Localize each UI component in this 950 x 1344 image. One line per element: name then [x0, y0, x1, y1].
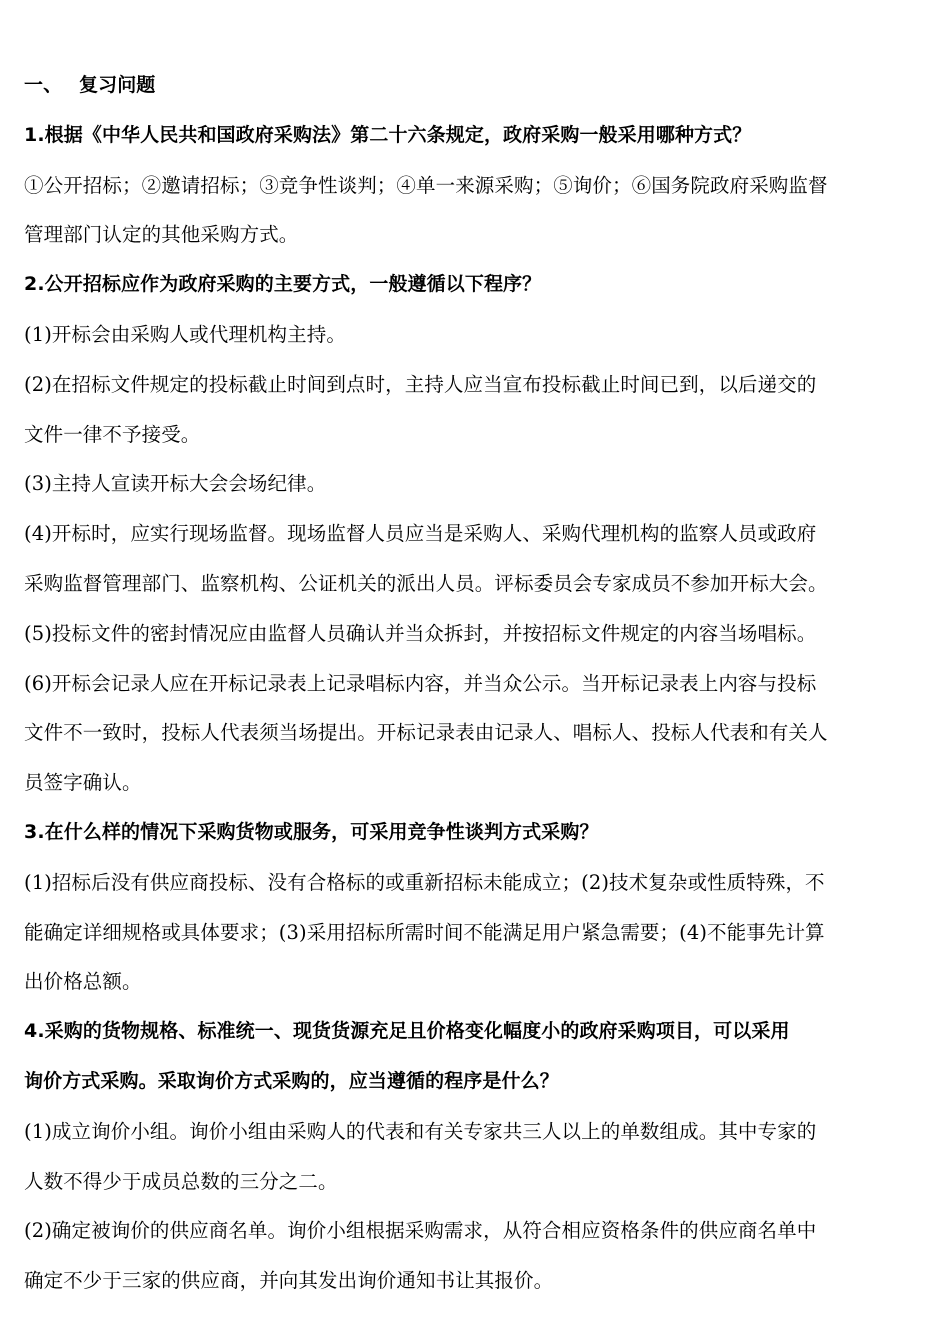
- answer-line: 确定不少于三家的供应商，并向其发出询价通知书让其报价。: [24, 1269, 554, 1293]
- document-body: [24, 111, 936, 1306]
- answer-line: 管理部门认定的其他采购方式。: [24, 223, 299, 247]
- answer-line: (5)投标文件的密封情况应由监督人员确认并当众拆封，并按招标文件规定的内容当场唱标。: [24, 621, 817, 645]
- answer-line: (6)开标会记录人应在开标记录表上记录唱标内容，并当众公示。当开标记录表上内容与投标: [24, 671, 817, 695]
- section-heading: [24, 61, 936, 111]
- answer-line: (1)开标会由采购人或代理机构主持。: [24, 322, 346, 346]
- answer-line: 文件不一致时，投标人代表须当场提出。开标记录表由记录人、唱标人、投标人代表和有关人: [24, 721, 828, 745]
- answer-line: (1)招标后没有供应商投标、没有合格标的或重新招标未能成立；(2)技术复杂或性质特殊，不: [24, 870, 825, 894]
- answer-line: 文件一律不予接受。: [24, 422, 201, 446]
- question-line: 3.在什么样的情况下采购货物或服务，可采用竞争性谈判方式采购？: [24, 820, 599, 843]
- answer-line: 采购监督管理部门、监察机构、公证机关的派出人员。评标委员会专家成员不参加开标大会。: [24, 571, 828, 595]
- document-page: [24, 61, 936, 1306]
- answer-line: 人数不得少于成员总数的三分之二。: [24, 1169, 338, 1193]
- answer-line: ①公开招标；②邀请招标；③竞争性谈判；④单一来源采购；⑤询价；⑥国务院政府采购监督: [24, 173, 828, 197]
- answer-line: (1)成立询价小组。询价小组由采购人的代表和有关专家共三人以上的单数组成。其中专家的: [24, 1119, 817, 1143]
- question-line: 4.采购的货物规格、标准统一、现货货源充足且价格变化幅度小的政府采购项目，可以采用: [24, 1020, 790, 1043]
- answer-line: 员签字确认。: [24, 771, 142, 795]
- section-title: 复习问题: [79, 74, 156, 96]
- question-line: 询价方式采购。采取询价方式采购的，应当遵循的程序是什么？: [24, 1069, 559, 1092]
- section-number: 一、: [24, 74, 63, 96]
- answer-line: (4)开标时，应实行现场监督。现场监督人员应当是采购人、采购代理机构的监察人员或政府: [24, 522, 817, 546]
- answer-line: 能确定详细规格或具体要求；(3)采用招标所需时间不能满足用户紧急需要；(4)不能事先计算: [24, 920, 825, 944]
- answer-line: (2)确定被询价的供应商名单。询价小组根据采购需求，从符合相应资格条件的供应商名单中: [24, 1219, 817, 1243]
- answer-line: (3)主持人宣读开标大会会场纪律。: [24, 472, 327, 496]
- question-line: 1.根据《中华人民共和国政府采购法》第二十六条规定，政府采购一般采用哪种方式？: [24, 123, 752, 146]
- answer-line: (2)在招标文件规定的投标截止时间到点时，主持人应当宣布投标截止时间已到，以后递交的: [24, 372, 817, 396]
- answer-line: 出价格总额。: [24, 970, 142, 994]
- question-line: 2.公开招标应作为政府采购的主要方式，一般遵循以下程序？: [24, 273, 542, 296]
